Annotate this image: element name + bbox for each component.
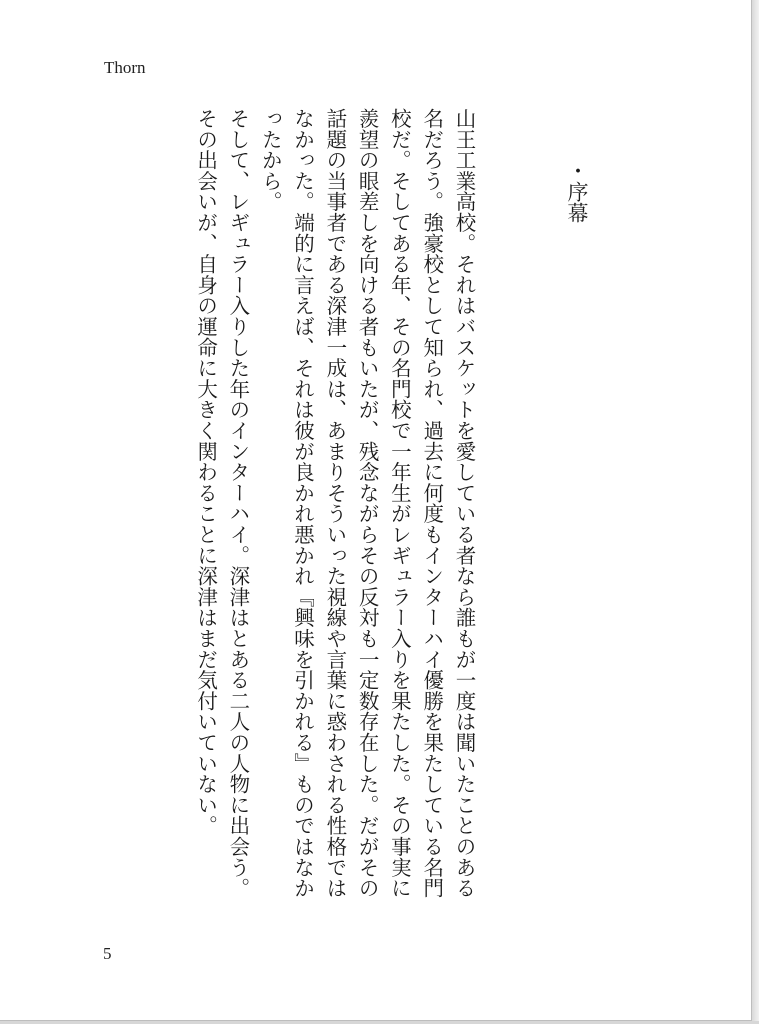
running-title: Thorn [104,58,146,77]
paragraph-1: 山王工業高校。それはバスケットを愛している者なら誰もが一度は聞いたことのある名だろう。強豪校として知られ、過去に何度もインターハイ優勝を果たしている名門校だ。そしてある年、その名門校で一年生がレギュラー入りを果たした。その事実に羨望の眼差しを向ける者もいたが、残念ながらその反対も一定数存在した。だがその話題の当事者である深津一成は、あまりそういった視線や言葉に惑わされる性格ではなかった。端的に言えば、それは彼が良かれ悪かれ『興味を引かれる』ものではなかったから。 [258,108,476,899]
page-edge-shadow [752,0,759,1024]
body-text [193,108,480,913]
page-number: 5 [103,944,112,963]
paragraph-2: そして、レギュラー入りした年のインターハイ。深津はとある二人の人物に出会う。その出会いが、自身の運命に大きく関わることに深津はまだ気付いていない。 [193,108,250,899]
chapter-title: ・序幕 [565,160,589,223]
